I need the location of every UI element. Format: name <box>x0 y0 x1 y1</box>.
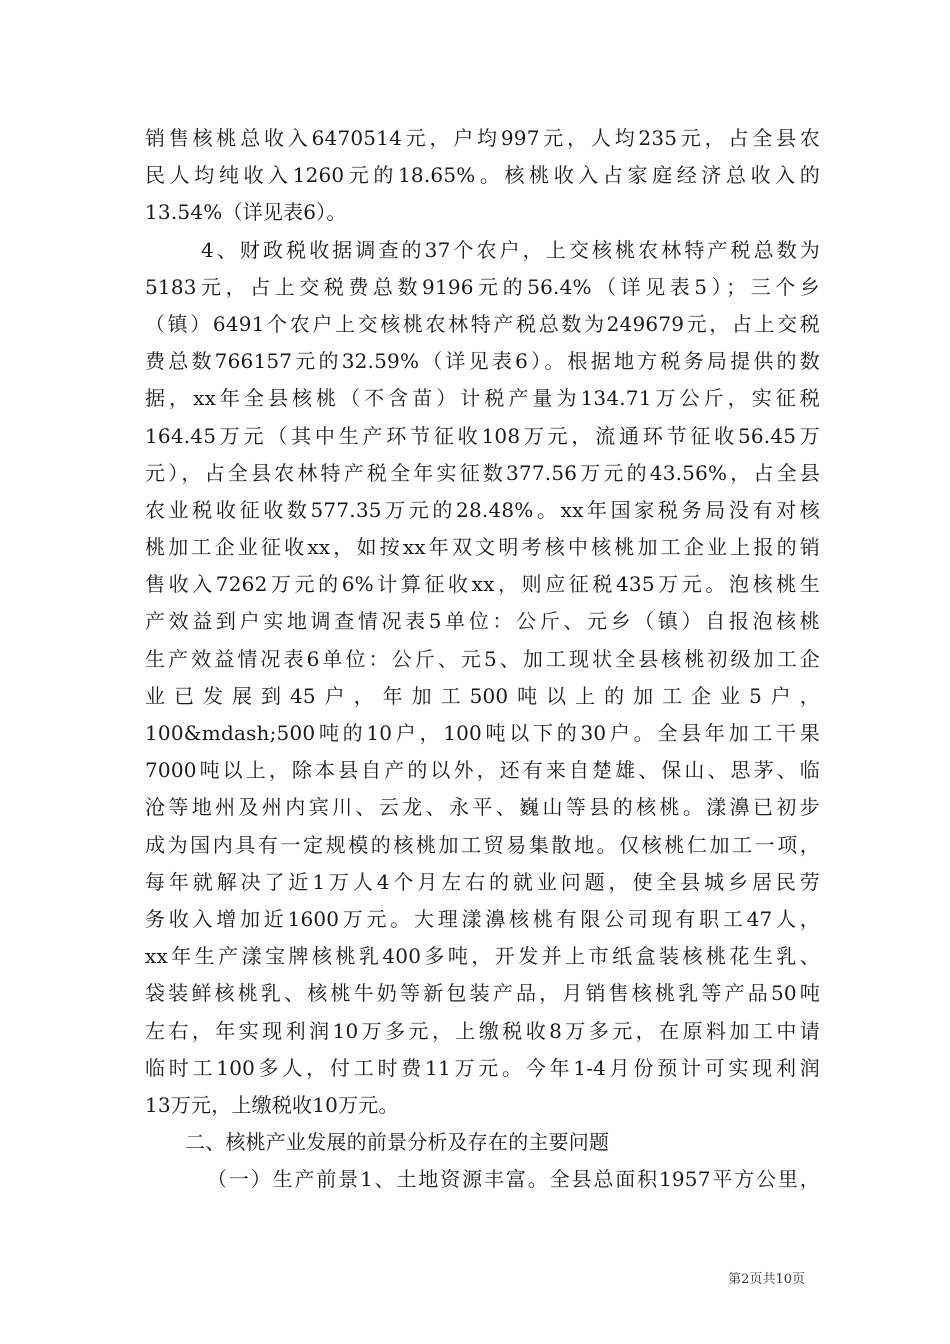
text-line: 100&mdash;500吨的10户，100吨以下的30户。全县年加工干果 <box>145 721 820 745</box>
text-line: 售收入7262万元的6%计算征收xx，则应征税435万元。泡核桃生 <box>145 572 820 597</box>
text-line: 临时工100多人，付工时费11万元。今年1-4月份预计可实现利润 <box>145 1055 820 1080</box>
text-line: 164.45万元（其中生产环节征收108万元，流通环节征收56.45万 <box>145 423 820 448</box>
text-line: 13万元，上缴税收10万元。 <box>145 1092 399 1117</box>
text-line: 销售核桃总收入6470514元，户均997元，人均235元，占全县农 <box>145 126 820 150</box>
text-line: xx年生产漾宝牌核桃乳400多吨，开发并上市纸盒装核桃花生乳、 <box>145 944 820 969</box>
text-line: 费总数766157元的32.59%（详见表6）。根据地方税务局提供的数 <box>145 349 820 374</box>
text-line: （一）生产前景1、土地资源丰富。全县总面积1957平方公里， <box>207 1167 820 1192</box>
text-line: 元），占全县农林特产税全年实征数377.56万元的43.56%，占全县 <box>145 460 820 485</box>
page-number: 第2页共10页 <box>728 1272 805 1287</box>
text-line: 左右，年实现利润10万多元，上缴税收8万多元，在原料加工中请 <box>145 1018 820 1043</box>
section-heading: 二、核桃产业发展的前景分析及存在的主要问题 <box>185 1130 610 1155</box>
text-line: 桃加工企业征收xx，如按xx年双文明考核中核桃加工企业上报的销 <box>145 535 820 560</box>
page-footer <box>0 1268 950 1287</box>
text-line: 5183元，占上交税费总数9196元的56.4%（详见表5）；三个乡 <box>145 274 820 299</box>
text-line: 7000吨以上，除本县自产的以外，还有来自楚雄、保山、思茅、临 <box>145 758 820 783</box>
text-line: 务收入增加近1600万元。大理漾濞核桃有限公司现有职工47人， <box>145 906 820 931</box>
text-line: 4、财政税收据调查的37个农户，上交核桃农林特产税总数为 <box>201 237 820 262</box>
text-line: 每年就解决了近1万人4个月左右的就业问题，使全县城乡居民劳 <box>145 869 820 894</box>
text-line: 业已发展到45户，年加工500吨以上的加工企业5户， <box>145 683 820 708</box>
text-line: 产效益到户实地调查情况表5单位：公斤、元乡（镇）自报泡核桃 <box>145 609 820 634</box>
text-line: 袋装鲜核桃乳、核桃牛奶等新包装产品，月销售核桃乳等产品50吨 <box>145 981 820 1006</box>
document-body <box>145 120 820 1198</box>
text-line: 成为国内具有一定规模的核桃加工贸易集散地。仅核桃仁加工一项， <box>145 832 820 857</box>
text-line: 沧等地州及州内宾川、云龙、永平、巍山等县的核桃。漾濞已初步 <box>145 795 820 820</box>
text-line: 13.54%（详见表6）。 <box>145 200 347 225</box>
text-line: 农业税收征收数577.35万元的28.48%。xx年国家税务局没有对核 <box>145 497 820 522</box>
text-line: 民人均纯收入1260元的18.65%。核桃收入占家庭经济总收入的 <box>145 163 820 188</box>
text-line: （镇）6491个农户上交核桃农林特产税总数为249679元，占上交税 <box>145 311 820 336</box>
text-line: 生产效益情况表6单位：公斤、元5、加工现状全县核桃初级加工企 <box>145 646 820 671</box>
text-line: 据，xx年全县核桃（不含苗）计税产量为134.71万公斤，实征税 <box>145 386 820 411</box>
